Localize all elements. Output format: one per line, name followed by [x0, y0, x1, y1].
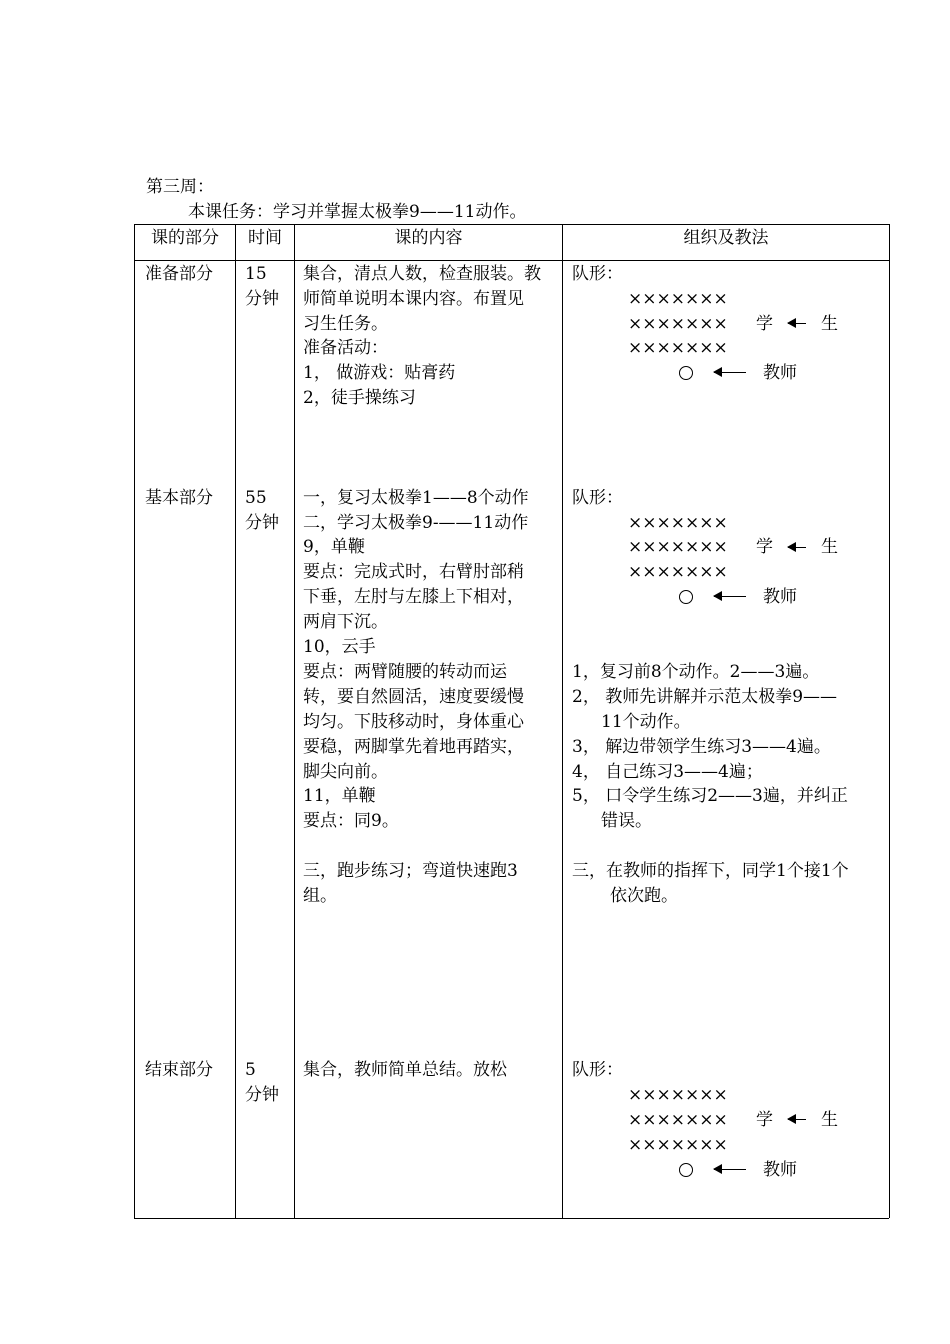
header-part: 课的部分	[151, 228, 219, 248]
time-unit: 分钟	[245, 1085, 279, 1105]
content-line: 集合，教师简单总结。放松	[303, 1060, 507, 1080]
header-method: 组织及教法	[683, 228, 769, 248]
student-label: 生	[821, 537, 838, 557]
content-line: 要点：完成式时，右臂肘部稍	[303, 562, 524, 582]
student-label: 学	[756, 1110, 773, 1130]
time-value: 15	[245, 264, 267, 284]
content-line: 要稳，两脚掌先着地再踏实，	[303, 737, 524, 757]
header-time: 时间	[248, 228, 282, 248]
teacher-label: 教师	[763, 363, 797, 383]
content-line: 两肩下沉。	[303, 612, 388, 632]
header-content: 课的内容	[394, 228, 463, 248]
arrow-left-icon	[714, 596, 746, 597]
method-line: 11个动作。	[601, 712, 691, 732]
arrow-left-icon	[788, 547, 806, 548]
content-line: 均匀。下肢移动时，身体重心	[303, 712, 524, 732]
student-row: ×××××××	[628, 338, 728, 358]
student-label: 学	[756, 314, 773, 334]
student-label: 学	[756, 537, 773, 557]
student-row: ×××××××	[628, 1085, 728, 1105]
method-line: 1，复习前8个动作。2——3遍。	[572, 662, 820, 682]
teacher-circle-icon	[679, 590, 693, 604]
lesson-task: 本课任务：学习并掌握太极拳9——11动作。	[188, 202, 527, 222]
content-line: 下垂，左肘与左膝上下相对，	[303, 587, 524, 607]
student-label: 生	[821, 314, 838, 334]
student-row: ×××××××	[628, 513, 728, 533]
content-line: 转，要自然圆活，速度要缓慢	[303, 687, 524, 707]
part-label: 结束部分	[145, 1060, 213, 1080]
content-line: 师简单说明本课内容。布置见	[303, 289, 524, 309]
time-value: 5	[245, 1060, 256, 1080]
teacher-label: 教师	[763, 587, 797, 607]
content-line: 集合，清点人数，检查服装。教	[303, 264, 541, 284]
student-row: ×××××××	[628, 314, 728, 334]
arrow-left-icon	[714, 1169, 746, 1170]
student-row: ×××××××	[628, 1110, 728, 1130]
teacher-circle-icon	[679, 1163, 693, 1177]
student-row: ×××××××	[628, 562, 728, 582]
method-line: 3， 解边带领学生练习3——4遍。	[572, 737, 831, 757]
time-unit: 分钟	[245, 289, 279, 309]
teacher-circle-icon	[679, 366, 693, 380]
content-line: 三，跑步练习；弯道快速跑3	[303, 861, 518, 881]
content-line: 1， 做游戏：贴膏药	[303, 363, 456, 383]
arrow-left-icon	[788, 323, 806, 324]
content-line: 习生任务。	[303, 314, 388, 334]
method-line: 4， 自己练习3——4遍；	[572, 762, 763, 782]
method-line: 错误。	[601, 811, 652, 831]
student-row: ×××××××	[628, 289, 728, 309]
content-line: 脚尖向前。	[303, 762, 388, 782]
student-row: ×××××××	[628, 537, 728, 557]
content-line: 2，徒手操练习	[303, 388, 416, 408]
content-line: 准备活动：	[303, 338, 388, 358]
part-label: 准备部分	[145, 264, 213, 284]
method-line: 三，在教师的指挥下，同学1个接1个	[572, 861, 849, 881]
formation-label: 队形：	[572, 264, 623, 284]
content-line: 10，云手	[303, 637, 376, 657]
part-label: 基本部分	[145, 488, 213, 508]
student-row: ×××××××	[628, 1135, 728, 1155]
content-line: 组。	[303, 886, 337, 906]
method-line: 2， 教师先讲解并示范太极拳9——	[572, 687, 838, 707]
content-line: 9，单鞭	[303, 537, 365, 557]
time-unit: 分钟	[245, 513, 279, 533]
time-value: 55	[245, 488, 267, 508]
arrow-left-icon	[788, 1119, 806, 1120]
week-label: 第三周：	[146, 177, 214, 197]
method-line: 依次跑。	[610, 886, 678, 906]
formation-label: 队形：	[572, 1060, 623, 1080]
content-line: 11，单鞭	[303, 786, 376, 806]
arrow-left-icon	[714, 372, 746, 373]
content-line: 二，学习太极拳9-——11动作	[303, 513, 529, 533]
teacher-label: 教师	[763, 1160, 797, 1180]
content-line: 要点：同9。	[303, 811, 399, 831]
formation-label: 队形：	[572, 488, 623, 508]
content-line: 一，复习太极拳1——8个动作	[303, 488, 529, 508]
content-line: 要点：两臂随腰的转动而运	[303, 662, 507, 682]
student-label: 生	[821, 1110, 838, 1130]
method-line: 5， 口令学生练习2——3遍，并纠正	[572, 786, 848, 806]
